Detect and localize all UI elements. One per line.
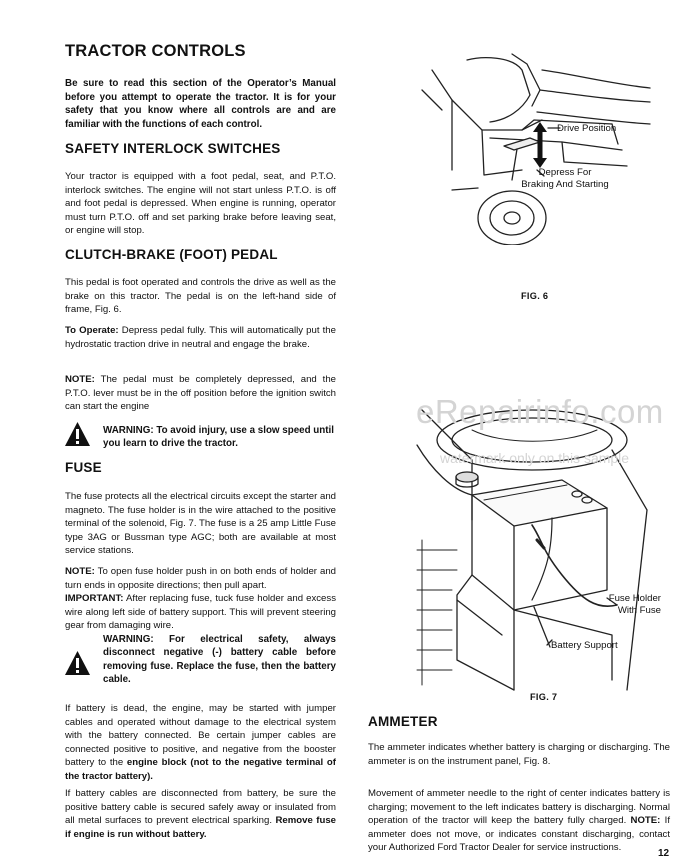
clutch-brake-paragraph: This pedal is foot operated and controls the drive as well as the brake on this tractor. The pedal is on the left-hand side of frame, Fig. 6. <box>65 277 336 316</box>
pedal-note-text: The pedal must be completely depressed, and the P.T.O. lever must be in the off position before the ignition switch can start the engine <box>65 374 336 413</box>
ammeter-paragraph-2 <box>368 787 670 855</box>
pedal-note-label: NOTE: <box>65 374 95 385</box>
fuse-holder-line2: With Fuse <box>617 605 661 616</box>
to-operate-label: To Operate: <box>65 325 119 336</box>
depress-label-line1: Depress For <box>538 167 592 178</box>
fuse-holder-label <box>606 593 661 617</box>
important-label: IMPORTANT: <box>65 593 124 605</box>
warning-triangle-icon <box>64 650 91 676</box>
jumper-text: If battery is dead, the engine, may be started with jumper cables and operated without damage to the electrical system with the battery connected. Be certain jumper cables are connected positive to positive, and negative from the booster battery to the <box>65 703 336 769</box>
depress-label <box>510 167 620 191</box>
battery-cable-warning: WARNING: For electrical safety, always disconnect negative (-) battery cable before removing fuse. Replace the fuse, then the battery cable. <box>103 634 336 686</box>
ammeter-body-text: Movement of ammeter needle to the right of center indicates battery is charging; movement to the left indicates battery is discharging. Normal operation of the tractor will keep the battery fully charged. <box>368 788 670 827</box>
clutch-brake-heading: CLUTCH-BRAKE (FOOT) PEDAL <box>65 247 278 262</box>
ammeter-note-text: If ammeter does not move, or indicates constant discharging, contact your Authorized Ford Tractor Dealer for service instructions. <box>368 815 671 854</box>
page-number: 12 <box>658 848 670 859</box>
fig6-pedal-illustration <box>412 50 652 245</box>
important-text: After replacing fuse, tuck fuse holder and excess wire along left side of battery support. This will prevent steering gear from damaging wire. <box>65 593 336 632</box>
jumper-bold-text: engine block (not to the negative terminal of the tractor battery). <box>65 757 336 782</box>
watermark-sample-note: watermark only on this sample <box>440 450 630 466</box>
to-operate-paragraph <box>65 324 336 351</box>
safety-interlock-paragraph: Your tractor is equipped with a foot pedal, seat, and P.T.O. interlock switches. The engine will not start unless P.T.O. is off and foot pedal is depressed. When engine is running, operator must turn P.T.O. off and set parking brake before leaving seat, or engine will stop. <box>65 171 336 237</box>
depress-label-line2: Braking And Starting <box>521 179 609 190</box>
ammeter-note-label: NOTE: <box>630 815 661 827</box>
battery-support-label: Battery Support <box>551 640 618 651</box>
fig6-caption: FIG. 6 <box>521 291 549 301</box>
fuse-note-paragraph <box>65 565 336 633</box>
intro-paragraph: Be sure to read this section of the Operator’s Manual before you attempt to operate the tractor. It is for your safety that you know where all controls are and are familiar with the functions of each control. <box>65 78 336 130</box>
fig7-battery-illustration <box>412 400 662 695</box>
ammeter-paragraph-1: The ammeter indicates whether battery is charging or discharging. The ammeter is on the instrument panel, Fig. 8. <box>368 742 670 767</box>
fuse-note-label: NOTE: <box>65 566 95 577</box>
disconnect-text: If battery cables are disconnected from battery, be sure the positive battery cable is secured safely away or insulated from all metal surfaces to prevent electrical sparking. <box>65 788 336 827</box>
fuse-paragraph: The fuse protects all the electrical circuits except the starter and magneto. The fuse holder is in the wire attached to the positive terminal of the solenoid, Fig. 7. The fuse is a 25 amp Little Fuse type 3AG or Bussman type AGC; both are available at most service stations. <box>65 491 336 557</box>
warning-triangle-icon <box>64 421 91 447</box>
slow-speed-warning: WARNING: To avoid injury, use a slow speed until you learn to drive the tractor. <box>103 425 334 450</box>
watermark-site: eRepairinfo.com <box>416 393 664 430</box>
fuse-holder-line1: Fuse Holder <box>608 593 661 604</box>
jumper-cables-paragraph <box>65 702 336 784</box>
page-title: TRACTOR CONTROLS <box>65 42 246 60</box>
fuse-heading: FUSE <box>65 460 102 475</box>
disconnect-bold-text: Remove fuse if engine is run without battery. <box>65 815 337 840</box>
ammeter-heading: AMMETER <box>368 714 438 729</box>
fuse-note-text: To open fuse holder push in on both ends of holder and turn ends in opposite directions; then pull apart. <box>65 566 336 591</box>
drive-position-label: Drive Position <box>557 123 617 134</box>
pedal-note-paragraph <box>65 373 336 414</box>
fig7-caption: FIG. 7 <box>530 692 558 702</box>
disconnect-paragraph <box>65 787 336 841</box>
to-operate-text: Depress pedal fully. This will automatically put the hydrostatic traction drive in neutral and engage the brake. <box>65 325 336 350</box>
safety-interlock-heading: SAFETY INTERLOCK SWITCHES <box>65 141 281 156</box>
